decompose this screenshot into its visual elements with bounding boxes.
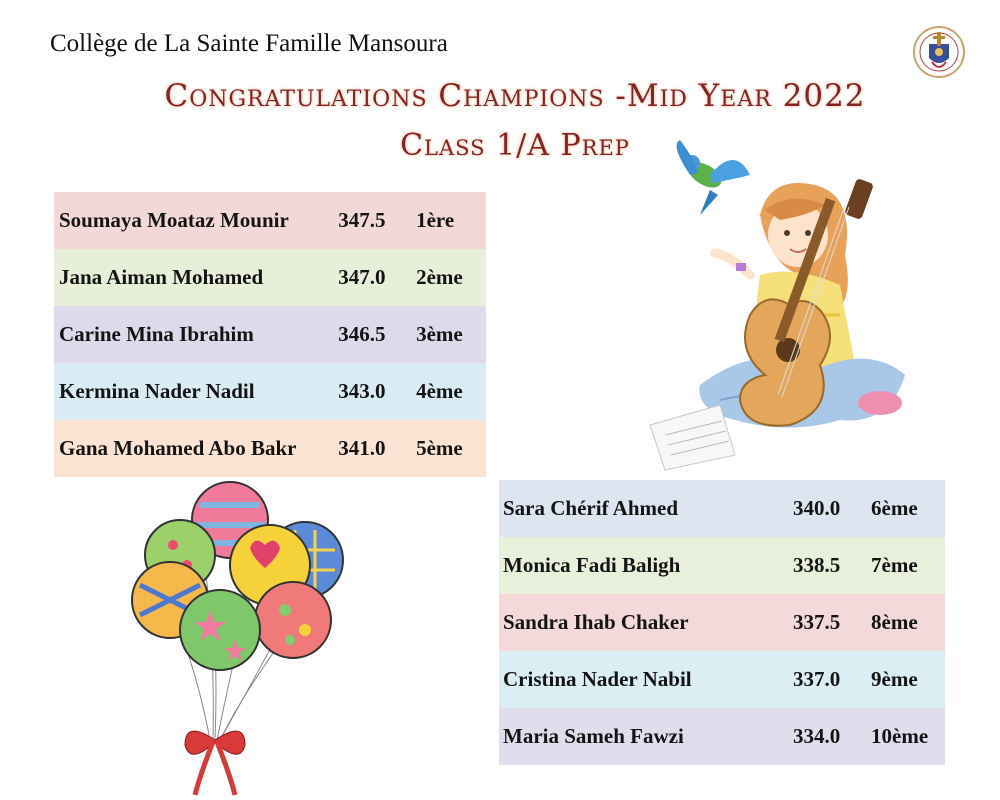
table-row xyxy=(54,363,486,420)
school-crest-icon xyxy=(912,22,966,84)
student-name: Gana Mohamed Abo Bakr xyxy=(59,436,297,460)
page-title: Congratulations Champions -Mid Year 2022 xyxy=(164,78,866,114)
student-score: 347.5 xyxy=(338,208,386,232)
student-name: Kermina Nader Nadil xyxy=(59,379,255,403)
ribbon-bow-icon xyxy=(185,731,245,795)
student-score: 337.0 xyxy=(793,667,841,691)
ranking-table-bottom xyxy=(499,480,945,765)
student-name: Cristina Nader Nabil xyxy=(503,667,692,691)
student-rank: 6ème xyxy=(871,496,918,520)
student-rank: 5ème xyxy=(416,436,463,460)
bird-icon xyxy=(677,140,750,215)
table-row xyxy=(54,249,486,306)
table-row xyxy=(54,192,486,249)
table-row xyxy=(499,537,945,594)
table-row xyxy=(54,420,486,477)
student-rank: 8ème xyxy=(871,610,918,634)
student-score: 343.0 xyxy=(338,379,386,403)
student-score: 334.0 xyxy=(793,724,841,748)
table-row xyxy=(499,594,945,651)
student-rank: 3ème xyxy=(416,322,463,346)
student-score: 346.5 xyxy=(338,322,386,346)
table-row xyxy=(499,651,945,708)
balloons-illustration xyxy=(125,480,355,800)
student-rank: 1ère xyxy=(416,208,455,232)
student-score: 341.0 xyxy=(338,436,386,460)
student-name: Jana Aiman Mohamed xyxy=(59,265,264,289)
ranking-table-top xyxy=(54,192,486,477)
school-name: Collège de La Sainte Famille Mansoura xyxy=(50,30,448,57)
student-name: Maria Sameh Fawzi xyxy=(503,724,684,748)
student-score: 337.5 xyxy=(793,610,841,634)
student-rank: 7ème xyxy=(871,553,918,577)
student-rank: 2ème xyxy=(416,265,463,289)
student-score: 347.0 xyxy=(338,265,386,289)
table-row xyxy=(54,306,486,363)
student-rank: 10ème xyxy=(871,724,929,748)
girl-with-guitar-illustration xyxy=(640,135,920,475)
student-name: Sara Chérif Ahmed xyxy=(503,496,678,520)
student-rank: 9ème xyxy=(871,667,918,691)
table-row xyxy=(499,708,945,765)
student-name: Soumaya Moataz Mounir xyxy=(59,208,289,232)
table-row xyxy=(499,480,945,537)
class-subtitle: Class 1/A Prep xyxy=(400,128,630,163)
student-score: 338.5 xyxy=(793,553,841,577)
student-name: Monica Fadi Baligh xyxy=(503,553,681,577)
student-score: 340.0 xyxy=(793,496,841,520)
student-rank: 4ème xyxy=(416,379,463,403)
student-name: Sandra Ihab Chaker xyxy=(503,610,689,634)
student-name: Carine Mina Ibrahim xyxy=(59,322,254,346)
